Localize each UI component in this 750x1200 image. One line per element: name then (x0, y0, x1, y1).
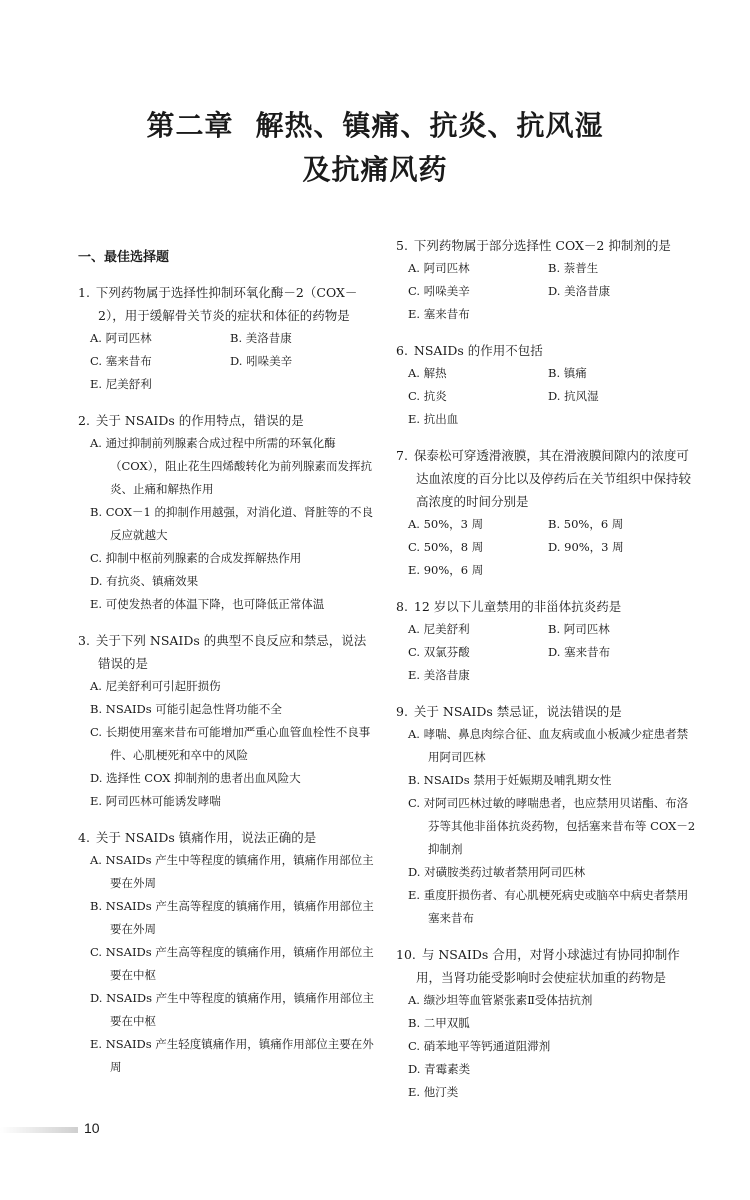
question-text: 保泰松可穿透滑液膜，其在滑液膜间隙内的浓度可达血浓度的百分比以及停药后在关节组织中保持较高浓度的时间分别是 (413, 448, 692, 509)
answer-option: C. 长期使用塞来昔布可能增加严重心血管血栓性不良事件、心肌梗死和卒中的风险 (90, 725, 371, 762)
question-4 (78, 826, 378, 1079)
answer-option: B. 阿司匹林 (548, 622, 610, 636)
answer-option: B. 二甲双胍 (408, 1016, 470, 1030)
question-8 (396, 595, 696, 687)
right-column (396, 234, 696, 1117)
option-list (78, 675, 378, 813)
answer-option: D. 吲哚美辛 (230, 354, 293, 368)
chapter-number: 第二章 (146, 109, 234, 142)
option-list (396, 618, 696, 687)
answer-option: D. 青霉素类 (408, 1062, 471, 1076)
question-text: 关于下列 NSAIDs 的典型不良反应和禁忌，说法错误的是 (95, 633, 367, 671)
question-2 (78, 409, 378, 616)
answer-option: B. 50%，6 周 (548, 517, 624, 531)
chapter-title (0, 104, 750, 192)
answer-option: A. 缬沙坦等血管紧张素Ⅱ受体拮抗剂 (408, 993, 593, 1007)
answer-option: D. 塞来昔布 (548, 645, 611, 659)
option-list (396, 723, 696, 930)
question-text: 下列药物属于部分选择性 COX－2 抑制剂的是 (413, 238, 671, 253)
option-list (78, 432, 378, 616)
option-list (78, 327, 378, 396)
answer-option: D. 选择性 COX 抑制剂的患者出血风险大 (90, 771, 301, 785)
answer-option: B. 美洛昔康 (230, 331, 292, 345)
question-1 (78, 281, 378, 396)
question-number: 3. (78, 633, 90, 648)
answer-option: D. 对磺胺类药过敏者禁用阿司匹林 (408, 865, 586, 879)
answer-option: C. 对阿司匹林过敏的哮喘患者，也应禁用贝诺酯、布洛芬等其他非甾体抗炎药物，包括塞来昔布等 COX－2 抑制剂 (408, 796, 696, 856)
question-stem (396, 444, 696, 513)
question-number: 1. (78, 285, 90, 300)
answer-option: E. 美洛昔康 (408, 668, 470, 682)
answer-option: E. 塞来昔布 (408, 307, 470, 321)
answer-option: B. COX－1 的抑制作用越强，对消化道、肾脏等的不良反应就越大 (90, 505, 373, 542)
option-list (78, 849, 378, 1079)
question-7 (396, 444, 696, 582)
answer-option: C. NSAIDs 产生高等程度的镇痛作用，镇痛作用部位主要在中枢 (90, 945, 374, 982)
answer-option: E. 抗出血 (408, 412, 459, 426)
answer-option: C. 抗炎 (408, 389, 447, 403)
answer-option: B. 萘普生 (548, 261, 599, 275)
option-list (396, 257, 696, 326)
question-6 (396, 339, 696, 431)
question-stem (396, 339, 696, 362)
answer-option: A. 50%，3 周 (408, 517, 484, 531)
answer-option: A. 阿司匹林 (408, 261, 470, 275)
question-10 (396, 943, 696, 1104)
answer-option: D. 抗风湿 (548, 389, 599, 403)
answer-option: C. 硝苯地平等钙通道阻滞剂 (408, 1039, 551, 1053)
left-column (78, 234, 378, 1092)
section-heading: 一、最佳选择题 (78, 250, 170, 265)
question-stem (396, 700, 696, 723)
answer-option: E. 90%，6 周 (408, 563, 484, 577)
answer-option: C. 50%，8 周 (408, 540, 484, 554)
answer-option: A. NSAIDs 产生中等程度的镇痛作用，镇痛作用部位主要在外周 (90, 853, 374, 890)
answer-option: E. 尼美舒利 (90, 377, 152, 391)
question-text: 关于 NSAIDs 的作用特点，错误的是 (95, 413, 304, 428)
question-text: 关于 NSAIDs 禁忌证，说法错误的是 (413, 704, 622, 719)
answer-option: B. NSAIDs 禁用于妊娠期及哺乳期女性 (408, 773, 612, 787)
question-stem (396, 234, 696, 257)
question-5 (396, 234, 696, 326)
question-number: 5. (396, 238, 408, 253)
answer-option: D. 美洛昔康 (548, 284, 611, 298)
question-number: 7. (396, 448, 408, 463)
answer-option: B. NSAIDs 产生高等程度的镇痛作用，镇痛作用部位主要在外周 (90, 899, 374, 936)
answer-option: C. 吲哚美辛 (408, 284, 470, 298)
answer-option: E. 可使发热者的体温下降，也可降低正常体温 (90, 597, 325, 611)
answer-option: D. 90%，3 周 (548, 540, 624, 554)
question-3 (78, 629, 378, 813)
option-list (396, 362, 696, 431)
question-stem (396, 595, 696, 618)
question-stem (396, 943, 696, 989)
answer-option: C. 塞来昔布 (90, 354, 152, 368)
answer-option: A. 解热 (408, 366, 447, 380)
question-stem (78, 629, 378, 675)
question-number: 10. (396, 947, 416, 962)
answer-option: A. 尼美舒利 (408, 622, 470, 636)
option-list (396, 989, 696, 1104)
question-number: 6. (396, 343, 408, 358)
question-number: 2. (78, 413, 90, 428)
question-text: NSAIDs 的作用不包括 (413, 343, 543, 358)
answer-option: E. 他汀类 (408, 1085, 459, 1099)
answer-option: A. 通过抑制前列腺素合成过程中所需的环氧化酶（COX），阻止花生四烯酸转化为前列腺素而发挥抗炎、止痛和解热作用 (90, 436, 372, 496)
answer-option: E. NSAIDs 产生轻度镇痛作用，镇痛作用部位主要在外周 (90, 1037, 374, 1074)
answer-option: B. 镇痛 (548, 366, 587, 380)
question-number: 8. (396, 599, 408, 614)
answer-option: A. 哮喘、鼻息肉综合征、血友病或血小板减少症患者禁用阿司匹林 (408, 727, 689, 764)
page-number: 10 (84, 1120, 100, 1136)
question-stem (78, 281, 378, 327)
question-number: 4. (78, 830, 90, 845)
chapter-title-main: 解热、镇痛、抗炎、抗风湿 (255, 109, 604, 142)
question-stem (78, 826, 378, 849)
answer-option: D. NSAIDs 产生中等程度的镇痛作用，镇痛作用部位主要在中枢 (90, 991, 375, 1028)
answer-option: C. 抑制中枢前列腺素的合成发挥解热作用 (90, 551, 302, 565)
answer-option: D. 有抗炎、镇痛效果 (90, 574, 199, 588)
answer-option: E. 重度肝损伤者、有心肌梗死病史或脑卒中病史者禁用塞来昔布 (408, 888, 689, 925)
question-text: 下列药物属于选择性抑制环氧化酶－2（COX－2），用于缓解骨关节炎的症状和体征的药物是 (95, 285, 358, 323)
answer-option: E. 阿司匹林可能诱发哮喘 (90, 794, 221, 808)
answer-option: A. 尼美舒利可引起肝损伤 (90, 679, 221, 693)
answer-option: A. 阿司匹林 (90, 331, 152, 345)
question-9 (396, 700, 696, 930)
chapter-title-line2: 及抗痛风药 (302, 153, 448, 186)
answer-option: B. NSAIDs 可能引起急性肾功能不全 (90, 702, 282, 716)
chapter-title-line1 (0, 104, 750, 148)
option-list (396, 513, 696, 582)
question-number: 9. (396, 704, 408, 719)
question-stem (78, 409, 378, 432)
question-text: 与 NSAIDs 合用，对肾小球滤过有协同抑制作用，当肾功能受影响时会使症状加重的药物是 (416, 947, 680, 985)
question-text: 12 岁以下儿童禁用的非甾体抗炎药是 (413, 599, 622, 614)
answer-option: C. 双氯芬酸 (408, 645, 470, 659)
question-text: 关于 NSAIDs 镇痛作用，说法正确的是 (95, 830, 317, 845)
footer-bar (0, 1127, 78, 1133)
